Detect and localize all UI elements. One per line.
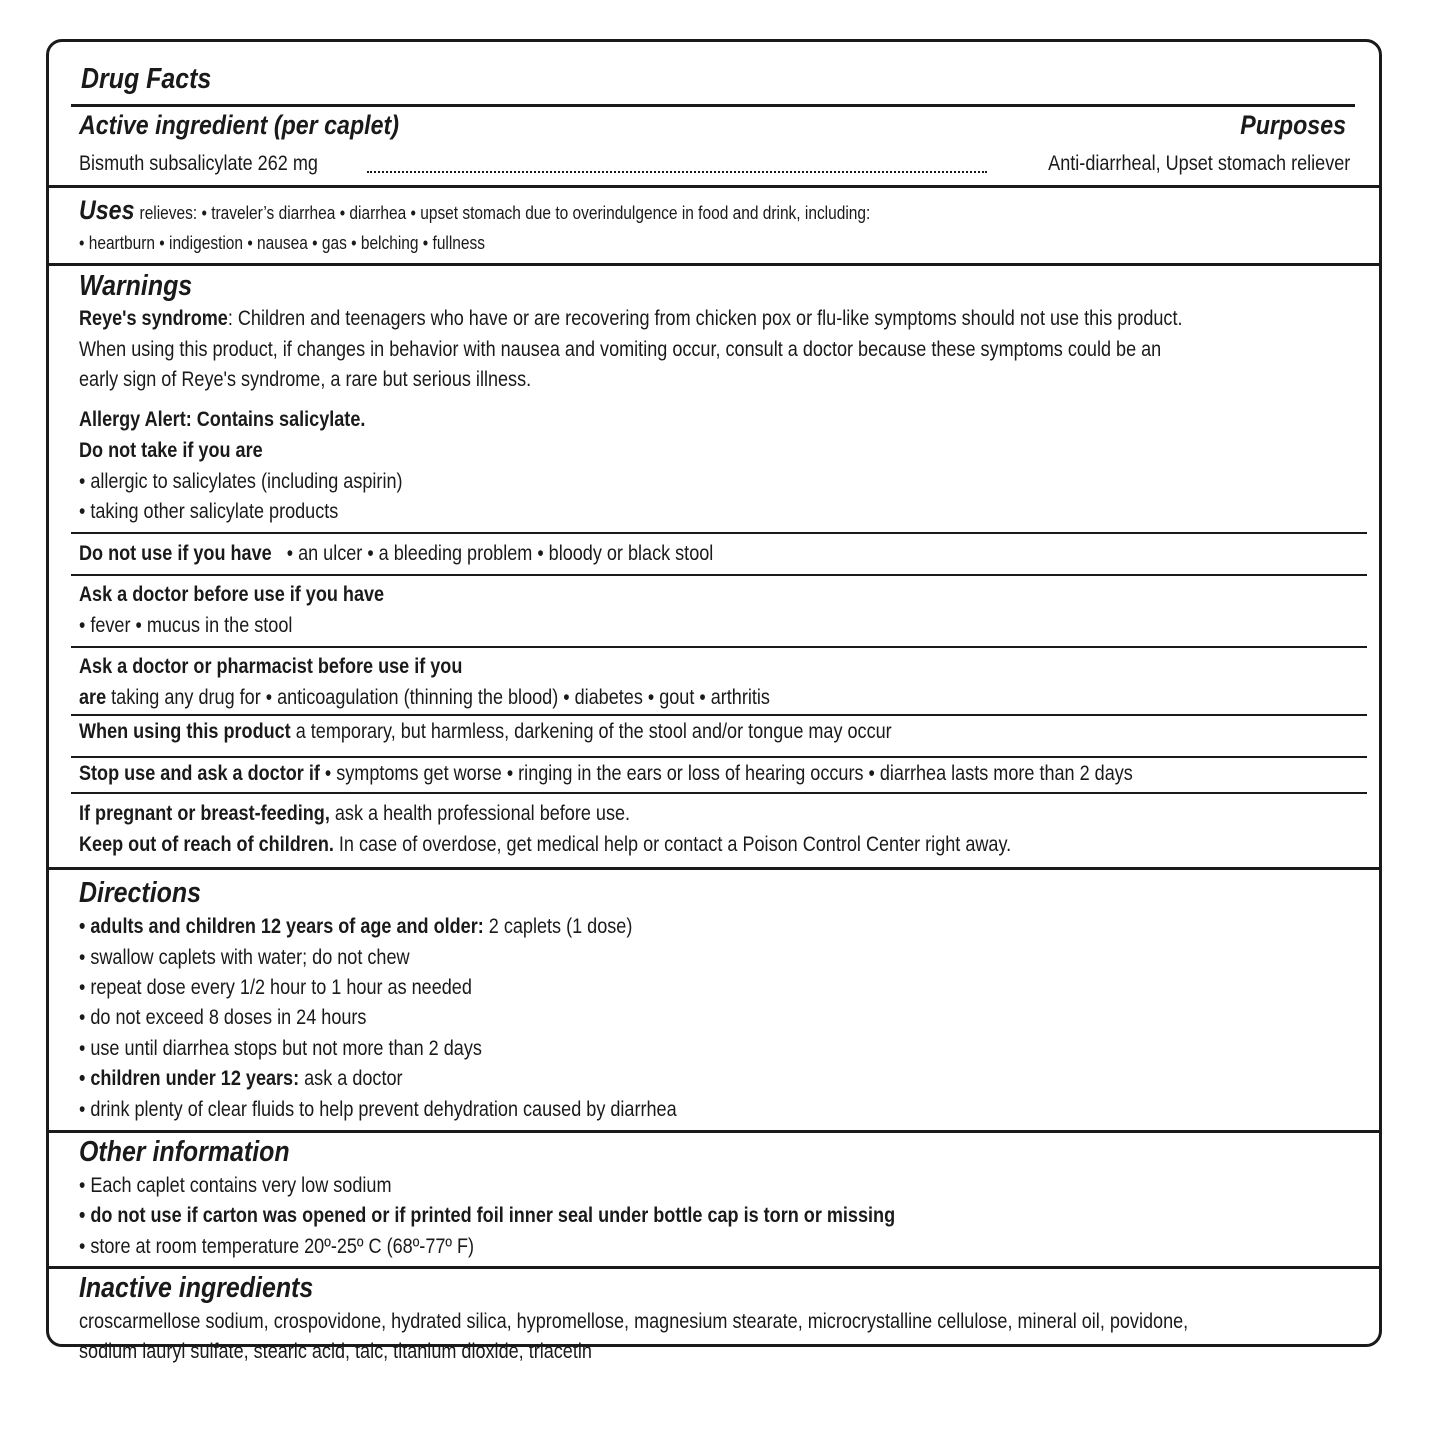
- inactive-heading: Inactive ingredients: [79, 1272, 314, 1304]
- purposes-heading: Purposes: [1240, 110, 1346, 140]
- directions-item-4: • do not exceed 8 doses in 24 hours: [79, 1006, 367, 1029]
- when-using-label: When using this product: [79, 720, 291, 743]
- warnings-heading: Warnings: [79, 270, 193, 302]
- pregnant-label: If pregnant or breast-feeding,: [79, 802, 330, 825]
- section-rule-warnings: [49, 867, 1379, 870]
- reye-line-1: [79, 304, 1183, 334]
- keep-out-line: [79, 830, 1011, 860]
- rule-do-not-use: [71, 532, 1367, 534]
- do-not-use-label: Do not use if you have: [79, 542, 272, 565]
- directions-children: [79, 1064, 403, 1094]
- do-not-take-item-2: • taking other salicylate products: [79, 500, 339, 523]
- title-rule: [71, 104, 1355, 107]
- rule-stop-use: [71, 756, 1367, 758]
- active-ingredient-heading: Active ingredient (per caplet): [79, 110, 400, 140]
- drug-facts-title: Drug Facts: [81, 63, 212, 95]
- pregnant-line: [79, 799, 630, 829]
- directions-item-5: • use until diarrhea stops but not more than 2 days: [79, 1037, 482, 1060]
- ask-doctor-heading: Ask a doctor before use if you have: [79, 583, 385, 606]
- do-not-use-text: • an ulcer • a bleeding problem • bloody or black stool: [286, 542, 714, 565]
- uses-relieves-text: relieves: • traveler’s diarrhea • diarrhea • upset stomach due to overindulgence in food and drink, including:: [139, 203, 871, 223]
- section-rule-directions: [49, 1130, 1379, 1133]
- directions-children-text: ask a doctor: [299, 1067, 403, 1090]
- reye-label: Reye's syndrome: [79, 307, 228, 330]
- directions-children-label: • children under 12 years:: [79, 1067, 300, 1090]
- other-info-item-3: • store at room temperature 20º-25º C (68º-77º F): [79, 1235, 475, 1258]
- inactive-line-2: sodium lauryl sulfate, stearic acid, talc, titanium dioxide, triacetin: [79, 1340, 592, 1363]
- section-rule-uses: [49, 263, 1379, 266]
- ask-pharmacist-line-1: Ask a doctor or pharmacist before use if you: [79, 655, 463, 678]
- rule-when-using: [71, 714, 1367, 716]
- directions-item-2: • swallow caplets with water; do not chew: [79, 946, 410, 969]
- directions-adults-label: • adults and children 12 years of age and older:: [79, 915, 484, 938]
- active-ingredient-name: Bismuth subsalicylate 262 mg: [79, 152, 318, 175]
- rule-ask-pharmacist: [71, 646, 1367, 648]
- directions-heading: Directions: [79, 877, 201, 909]
- keep-out-label: Keep out of reach of children.: [79, 833, 334, 856]
- rule-pregnant: [71, 792, 1367, 794]
- uses-line-1: [79, 195, 870, 228]
- ask-pharmacist-are: are: [79, 686, 107, 709]
- drug-facts-panel: [46, 39, 1382, 1363]
- ask-doctor-items: • fever • mucus in the stool: [79, 614, 293, 637]
- do-not-use-line: [79, 539, 713, 569]
- active-ingredient-purpose: Anti-diarrheal, Upset stomach reliever: [1047, 152, 1350, 175]
- keep-out-text: In case of overdose, get medical help or contact a Poison Control Center right away.: [333, 833, 1012, 856]
- directions-item-7: • drink plenty of clear fluids to help prevent dehydration caused by diarrhea: [79, 1098, 677, 1121]
- inactive-line-1: croscarmellose sodium, crospovidone, hydrated silica, hypromellose, magnesium stearate, microcrystalline cellulose, mineral oil, povidone,: [79, 1310, 1189, 1333]
- do-not-take-item-1: • allergic to salicylates (including aspirin): [79, 470, 403, 493]
- ask-pharmacist-line-2: [79, 683, 770, 713]
- stop-use-line: [79, 759, 1133, 789]
- section-rule-active: [49, 185, 1379, 188]
- directions-adults-text: 2 caplets (1 dose): [483, 915, 633, 938]
- reye-line-3: early sign of Reye's syndrome, a rare but serious illness.: [79, 368, 532, 391]
- pregnant-text: ask a health professional before use.: [329, 802, 631, 825]
- stop-use-label: Stop use and ask a doctor if: [79, 762, 320, 785]
- reye-line-2: When using this product, if changes in behavior with nausea and vomiting occur, consult a doctor because these symptoms could be an: [79, 338, 1162, 361]
- do-not-take-heading: Do not take if you are: [79, 439, 263, 462]
- ask-pharmacist-text: taking any drug for • anticoagulation (thinning the blood) • diabetes • gout • arthritis: [106, 686, 770, 709]
- other-info-item-1: • Each caplet contains very low sodium: [79, 1174, 392, 1197]
- other-info-heading: Other information: [79, 1136, 290, 1168]
- uses-line-2: • heartburn • indigestion • nausea • gas • belching • fullness: [79, 233, 486, 253]
- rule-ask-doctor: [71, 574, 1367, 576]
- allergy-alert: Allergy Alert: Contains salicylate.: [79, 408, 366, 431]
- section-rule-other: [49, 1266, 1379, 1269]
- reye-text-1: : Children and teenagers who have or are recovering from chicken pox or flu-like symptoms should not use this product.: [227, 307, 1183, 330]
- uses-heading: Uses: [79, 195, 135, 225]
- leader-dots: [367, 171, 987, 173]
- stop-use-text: • symptoms get worse • ringing in the ears or loss of hearing occurs • diarrhea lasts more than 2 days: [319, 762, 1133, 785]
- directions-adults: [79, 912, 632, 942]
- when-using-line: [79, 717, 892, 747]
- directions-item-3: • repeat dose every 1/2 hour to 1 hour as needed: [79, 976, 472, 999]
- when-using-text: a temporary, but harmless, darkening of the stool and/or tongue may occur: [290, 720, 892, 743]
- other-info-item-2: • do not use if carton was opened or if printed foil inner seal under bottle cap is torn or missing: [79, 1204, 896, 1227]
